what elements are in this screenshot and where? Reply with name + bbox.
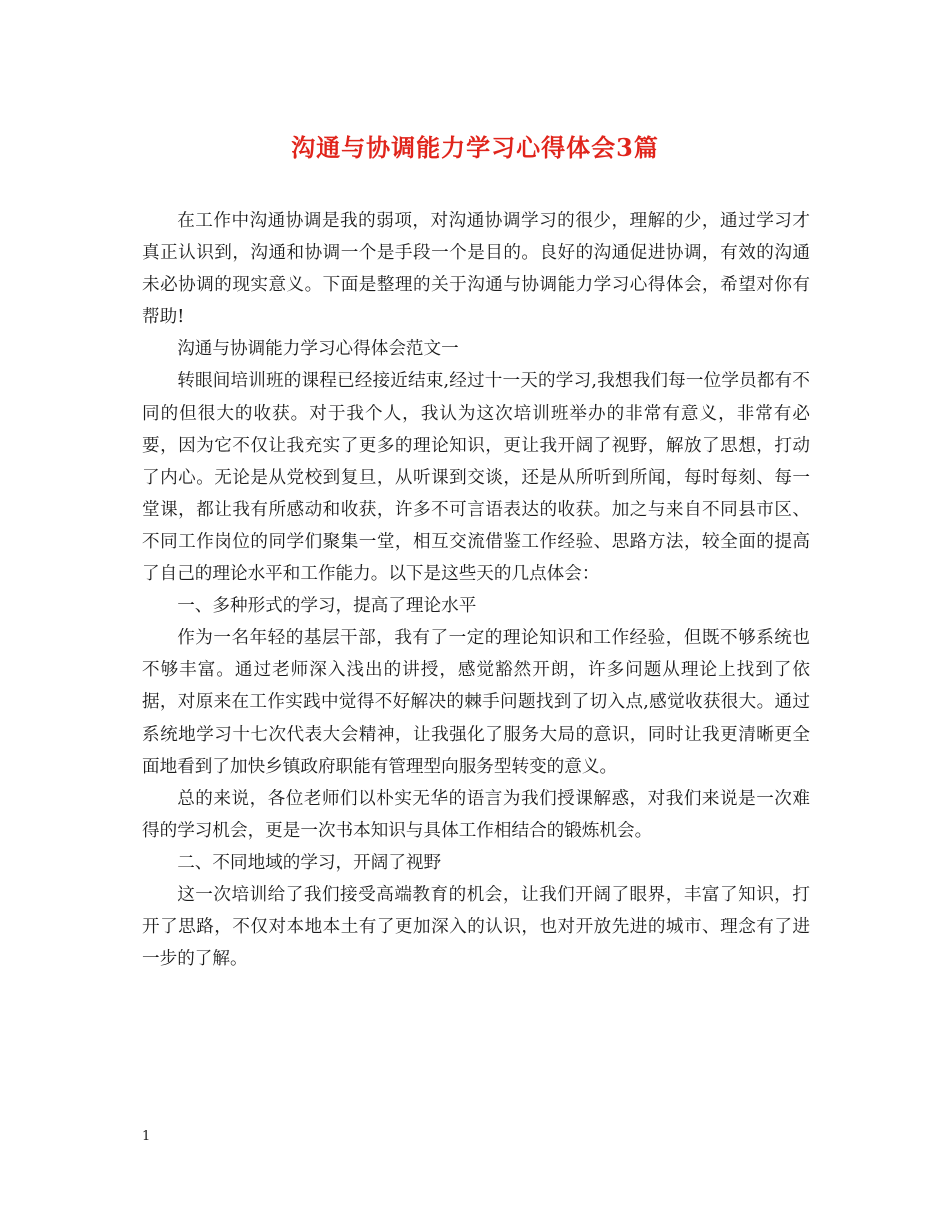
document-title: 沟通与协调能力学习心得体会3篇 [291,133,659,162]
section-heading-sample-one: 沟通与协调能力学习心得体会范文一 [177,339,459,360]
intro-paragraph: 在工作中沟通协调是我的弱项，对沟通协调学习的很少，理解的少，通过学习才真正认识到，沟通和协调一个是手段一个是目的。良好的沟通促进协调，有效的沟通未必协调的现实意义。下面是整理的关于沟通与协调能力学习心得体会，希望对你有帮助! [142,211,810,328]
body-paragraph: 转眼间培训班的课程已经接近结束,经过十一天的学习,我想我们每一位学员都有不同的但很大的收获。对于我个人，我认为这次培训班举办的非常有意义，非常有必要，因为它不仅让我充实了更多的理论知识，更让我开阔了视野，解放了思想，打动了内心。无论是从党校到复旦，从听课到交谈，还是从所听到所闻，每时每刻、每一堂课，都让我有所感动和收获，许多不可言语表达的收获。加之与来自不同县市区、不同工作岗位的同学们聚集一堂，相互交流借鉴工作经验、思路方法，较全面的提高了自己的理论水平和工作能力。以下是这些天的几点体会： [142,371,810,585]
body-paragraph: 总的来说，各位老师们以朴实无华的语言为我们授课解惑，对我们来说是一次难得的学习机会，更是一次书本知识与具体工作相结合的锻炼机会。 [142,788,810,841]
page-number: 1 [142,1129,151,1144]
section-heading-point-two: 二、不同地域的学习，开阔了视野 [177,852,442,873]
body-paragraph: 作为一名年轻的基层干部，我有了一定的理论知识和工作经验，但既不够系统也不够丰富。通过老师深入浅出的讲授，感觉豁然开朗，许多问题从理论上找到了依据，对原来在工作实践中觉得不好解决的棘手问题找到了切入点,感觉收获很大。通过系统地学习十七次代表大会精神，让我强化了服务大局的意识，同时让我更清晰更全面地看到了加快乡镇政府职能有管理型向服务型转变的意义。 [142,628,810,777]
section-heading-point-one: 一、多种形式的学习，提高了理论水平 [177,596,477,617]
document-body [142,205,810,975]
body-paragraph: 这一次培训给了我们接受高端教育的机会，让我们开阔了眼界，丰富了知识，打开了思路，不仅对本地本土有了更加深入的认识，也对开放先进的城市、理念有了进一步的了解。 [142,884,810,970]
